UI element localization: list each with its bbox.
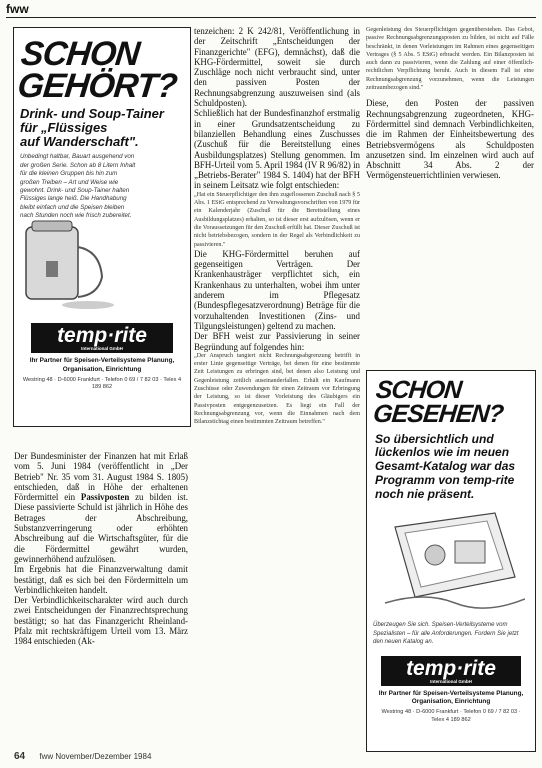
ad-subheadline — [367, 427, 535, 502]
logo-text: temp·rite — [57, 324, 147, 348]
logo-text: temp·rite — [406, 656, 496, 680]
ad-subheadline-line: auf Wanderschaft". — [20, 134, 139, 150]
ad-address: Westring 48 · D-6000 Frankfurt · Telefon 0 69 / 7 82 03 · Telex 4 189 862 — [381, 709, 521, 723]
article-paragraph: Im Ergebnis hat die Finanzverwaltung damit bestätigt, daß es sich bei den Fördermitteln um Verbindlichkeiten handelt. — [14, 564, 188, 595]
header-rule — [6, 17, 536, 18]
text-run-bold: Passivposten — [80, 492, 130, 503]
masthead-logo: fww — [6, 2, 29, 16]
ad-headline-line: GESEHEN? — [371, 399, 505, 428]
ad-caption: Überzeugen Sie sich. Speisen-Verteilsysteme vom Spezialisten – für alle Anforderungen. Fordern Sie jetzt den neuen Katalog an. — [373, 622, 519, 645]
article-quote: „Hat ein Steuerpflichtiger den ihm zugeflossenen Zuschuß nach § 5 Abs. 1 EStG entsprechend zu Verwaltungsvorschriften von 1979 für ein Kalenderjahr (Zuschuß für die Bereitstellung eines Ausbildungsplatzes) erhalten, so ist dieser erst aufzulösen, wenn er die Voraussetzungen für den Zuschuß erfüllt hat. Dieser Zuschuß ist nicht betriebsbezogen, sondern in der Regel als Verbindlichkeit zu passivieren." — [194, 191, 360, 248]
ad-headline-line: SCHON — [19, 35, 141, 73]
article-paragraph: Diese, den Posten der passiven Rechnungsabgrenzung zugeordneten, KHG-Fördermittel sind demnach Verbindlichkeiten, die im Rahmen der Einheitsbewertung des Betriebsvermögens als Schuldposten anzusetzen sind. Im einzelnen wird auch auf Abschnitt 34 Abs. 2 der Vermögensteuerrichtlinien verwiesen. — [366, 98, 534, 181]
ad-partner-line: Ihr Partner für Speisen-Verteilsysteme Planung, Organisation, Einrichtung — [29, 357, 175, 373]
page-number: 64 — [14, 751, 26, 762]
ad-body-area — [14, 149, 190, 317]
article-paragraph: Schließlich hat der Bundesfinanzhof erstmalig in einer Grundsatzentscheidung zu bilanziellen Behandlung eines Zuschusses (Zuschuß für die Bereitstellung eines Ausbildungsplatzes) Stellung genommen. Im BFH-Urteil vom 5. April 1984 (IV R 96/82) in „Betriebs-Berater" 1984 S. 1404) hat der BFH in seinem Leitsatz wie folgt entschieden: — [194, 108, 360, 191]
ad-subheadline-line: für „Flüssiges — [20, 119, 108, 135]
catalog-illustration-icon — [375, 507, 525, 617]
article-column-3 — [366, 26, 534, 181]
article-quote: „Der Anspruch tangiert nicht Rechnungsabgrenzung betrifft in erster Linie gegenseitige Verträge, bei denen für eine bestimmte Zeit Leistungen zu erbringen sind, bei denen also Leistung und Gegenleistung zeitlich auseinanderfallen. Erhält ein Kaufmann Zuschüsse oder Zuwendungen für einen Zeitraum vor Erbringung der Leistung, so ist dieser Vorleistung des Gläubigers ein Passivposten entgegenzusetzen. Es liegt ein Fall der Rechnungsabgrenzung vor, wenn die Einnahmen nach dem Bilanzstichtag einen bestimmten Zeitraum betreffen." — [194, 352, 360, 426]
ad-partner-line: Ihr Partner für Speisen-Verteilsysteme Planung, Organisation, Einrichtung — [378, 689, 524, 706]
ad-body-text: Unbedingt haltbar, Bauart ausgehend von der großen Serie. Schon ab 8 Litern Inhalt für die kleinen Gruppen bis hin zum großen Treiben – Art und Weise wie gewohnt. Drink- und Soup-Tainer halten Flüssiges lange heiß. Die Handhabung bleibt einfach und die Speisen bleiben nach Stunden noch wie frisch zubereitet. — [20, 153, 136, 219]
ad-subheadline-line: noch nie präsent. — [375, 486, 475, 501]
soup-container-illustration-icon — [18, 217, 118, 313]
issue-label: fww November/Dezember 1984 — [39, 752, 152, 761]
ad-headline — [13, 28, 191, 106]
article-paragraph: Der BFH weist zur Passivierung in seiner Begründung auf folgendes hin: — [194, 331, 360, 352]
ad-headline-line: GEHÖRT? — [15, 67, 179, 106]
temp-rite-logo — [381, 656, 521, 686]
ad-subheadline-line: Programm von temp-rite — [375, 472, 515, 487]
ad-subheadline-line: Drink- und Soup-Tainer — [20, 105, 164, 121]
page-footer — [14, 751, 151, 762]
article-quote: Gegenleistung des Steuerpflichtigen gegenüberstehen. Das Gebot, passive Rechnungsabgrenzungsposten zu bilden, ist nicht auf Fälle beschränkt, in denen Vorleistungen im Rahmen eines gegenseitigen Vertrages (§ 5 Abs. 5 EStG) erbracht werden. Ein Bilanzposten ist auch dann zu passivieren, wenn die Zahlung auf einer öffentlich-rechtlichen Verpflichtung beruht. Auch in diesem Fall ist eine Rechnungsabgrenzung vorzunehmen, wenn die Leistungen zeitraumbezogen sind." — [366, 27, 534, 92]
ad-catalog — [366, 370, 536, 752]
article-paragraph: Der Verbindlichkeitscharakter wird auch durch zwei Entscheidungen der Finanzrechtsprechung bestätigt; so hat das Finanzgericht Rheinland-Pfalz mit rechtskräftigem Urteil vom 13. März 1984 entschieden (Ak- — [14, 595, 188, 647]
text-run: zu bilden ist. Diese passivierte Schuld ist jährlich in Höhe des Betrages der Abschreibung, Substanzverringerung oder erhöhten Abschreibung auf die Wirtschaftsgüter, für die die Fördermittel gewährt wurden, gewinnerhöhend aufzulösen. — [14, 492, 188, 564]
ad-subheadline — [14, 103, 190, 150]
ad-headline — [366, 371, 536, 427]
article-column-1 — [14, 451, 188, 647]
article-paragraph — [14, 451, 188, 564]
article-column-2 — [194, 26, 360, 426]
article-paragraph: Die KHG-Fördermittel beruhen auf gegenseitigen Verträgen. Der Krankenhausträger verpflichtet sich, ein Krankenhaus zu unterhalten, wobei ihm unter anderem im Pflegesatz (Bundespflegesatzverordnung) Beträge für die vorzuhaltenden Investitionen (Zins- und Tilgungsleistungen) geltend zu machen. — [194, 248, 360, 331]
article-paragraph: tenzeichen: 2 K 242/81, Veröffentlichung in der Zeitschrift „Entscheidungen der Finanzgerichte" (EFG), demnächst), daß die KHG-Fördermittel, soweit sie durch Zuschläge noch nicht verbraucht sind, unter den passiven Posten der Rechnungsabgrenzung auszuweisen sind (als Schuldposten). — [194, 26, 360, 109]
temp-rite-logo — [31, 323, 173, 353]
ad-subheadline-line: Gesamt-Katalog war das — [375, 459, 516, 474]
ad-subheadline-line: lückenlos wie im neuen — [375, 445, 510, 460]
ad-address: Westring 48 · D-6000 Frankfurt · Telefon 0 69 / 7 82 03 · Telex 4 189 862 — [22, 377, 182, 391]
ad-drink-soup-tainer — [13, 27, 191, 427]
logo-small-text: International GmbH — [81, 346, 123, 352]
ad-headline-line: SCHON — [374, 376, 463, 404]
ad-subheadline-line: So übersichtlich und — [375, 431, 494, 446]
logo-small-text: International GmbH — [430, 678, 472, 684]
text-run: Der Bundesminister der Finanzen hat mit Erlaß vom 5. Juni 1984 (veröffentlicht in „Der Betrieb" Nr. 35 vom 31. August 1984 S. 1805) entschieden, daß in Höhe der erhaltenen Fördermittel ein — [14, 451, 188, 503]
